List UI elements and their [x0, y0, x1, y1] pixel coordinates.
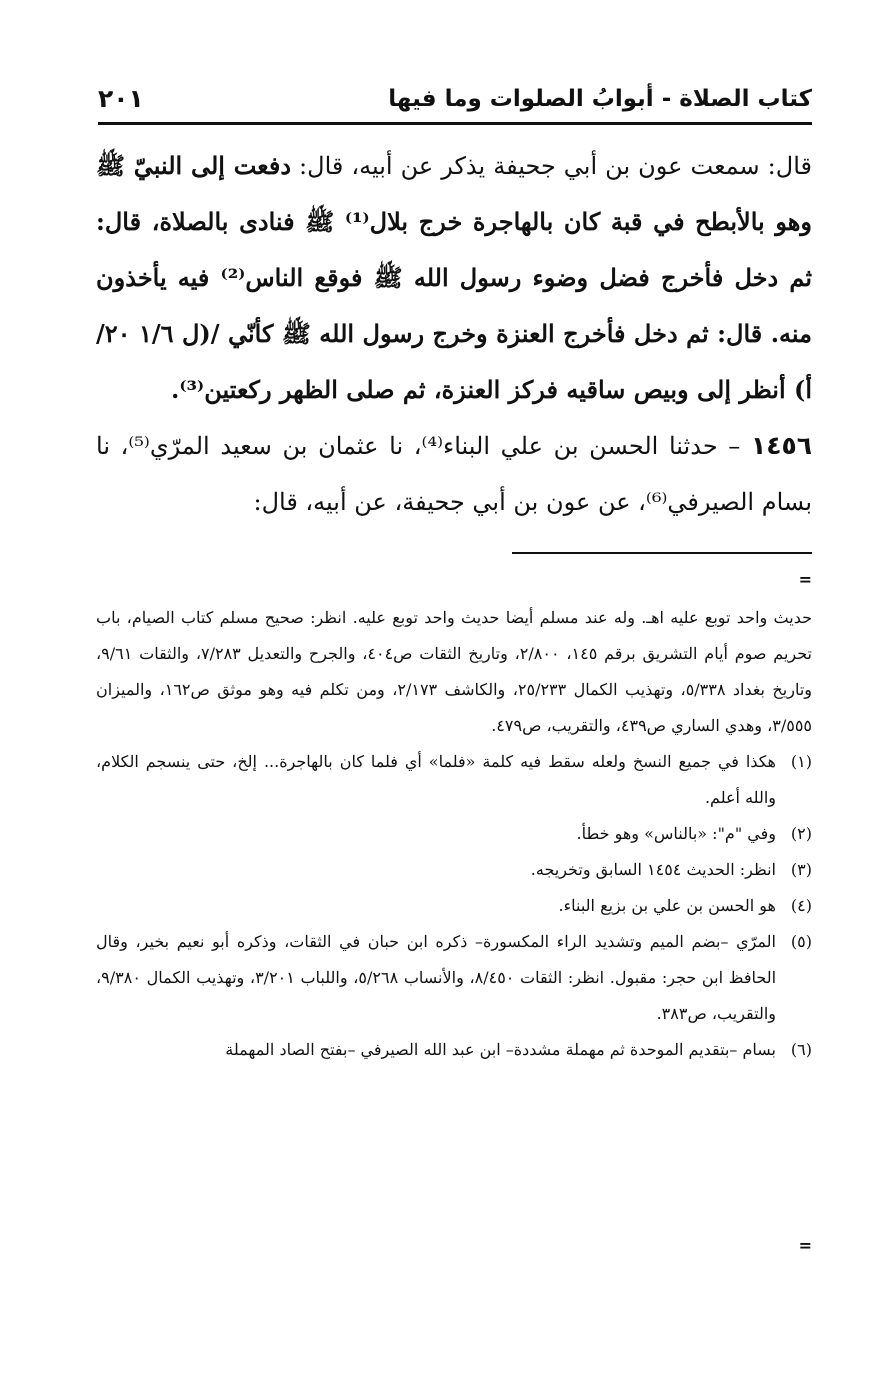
footnote-item	[96, 888, 812, 924]
page-number: ٢٠١	[98, 84, 144, 113]
continuation-mark-bottom: =	[798, 1236, 812, 1255]
narration-intro: قال: سمعت عون بن أبي جحيفة يذكر عن أبيه، قال:	[291, 152, 812, 180]
header-divider	[98, 122, 812, 125]
page-header	[98, 82, 812, 118]
footnote-number: (٢)	[790, 824, 812, 843]
footnote-number: (٣)	[790, 860, 812, 879]
footnote-item	[96, 924, 812, 1032]
footnote-number: (٥)	[790, 932, 812, 951]
hadith-number: ١٤٥٦	[750, 431, 813, 460]
footnote-text: هكذا في جميع النسخ ولعله سقط فيه كلمة «فلما» أي فلما كان بالهاجرة... إلخ، حتى ينسجم الكلام، والله أعلم.	[96, 752, 776, 807]
footnote-number: (٤)	[790, 896, 812, 915]
footnote-text: المرّي –بضم الميم وتشديد الراء المكسورة– ذكره ابن حبان في الثقات، وذكره أبو نعيم بخير، وقال الحافظ ابن حجر: مقبول. انظر: الثقات ٨/٤٥٠، والأنساب ٥/٢٦٨، واللباب ٣/٢٠١، وتهذيب الكمال ٩/٣٨٠، والتقريب، ص٣٨٣.	[96, 932, 777, 1023]
footnote-item	[96, 744, 812, 816]
footnote-number: (١)	[790, 752, 812, 771]
hadith-paragraph-1456	[96, 418, 812, 530]
footnote-item	[96, 1032, 812, 1068]
footnote-number: (٦)	[790, 1040, 812, 1059]
footnote-continuation: حديث واحد توبع عليه اهـ. وله عند مسلم أيضا حديث واحد توبع عليه. انظر: صحيح مسلم كتاب الصيام، باب تحريم صوم أيام التشريق برقم ١٤٥، ٢/٨٠٠، وتاريخ الثقات ص٤٠٤، والجرح والتعديل ٧/٢٨٣، والثقات ٩/٦١، وتاريخ بغداد ٥/٣٣٨، وتهذيب الكمال ٢٥/٢٣٣، والكاشف ٢/١٧٣، ومن تكلم فيه وهو موثق ص١٦٢، والميزان ٣/٥٥٥، وهدي الساري ص٤٣٩، والتقريب، ص٤٧٩.	[96, 608, 813, 735]
footnote-text: هو الحسن بن علي بن بزيع البناء.	[558, 896, 776, 915]
footnotes	[96, 600, 812, 1068]
footnote-text: انظر: الحديث ١٤٥٤ السابق وتخريجه.	[530, 860, 776, 879]
running-title: كتاب الصلاة - أبوابُ الصلوات وما فيها	[388, 86, 812, 112]
footnote-text: بسام –بتقديم الموحدة ثم مهملة مشددة– ابن عبد الله الصيرفي –بفتح الصاد المهملة	[225, 1040, 776, 1059]
footnote-item	[96, 816, 812, 852]
narration-body: دفعت إلى النبيّ ﷺ وهو بالأبطح في قبة كان بالهاجرة خرج بلال⁽¹⁾ ﷺ فنادى بالصلاة، قال: ثم دخل فأخرج فضل وضوء رسول الله ﷺ فوقع الناس⁽²⁾ فيه يأخذون منه. قال: ثم دخل فأخرج العنزة وخرج رسول الله ﷺ كأنّي /(ل ١/٦ ٢٠/أ) أنظر إلى وبيص ساقيه فركز العنزة، ثم صلى الظهر ركعتين⁽³⁾.	[96, 151, 813, 404]
footnote-item	[96, 852, 812, 888]
continuation-mark-top: =	[798, 570, 812, 589]
main-text	[96, 138, 812, 530]
footnote-text: وفي "م": «بالناس» وهو خطأ.	[576, 824, 776, 843]
isnad-text: – حدثنا الحسن بن علي البناء⁽⁴⁾، نا عثمان بن سعيد المرّي⁽⁵⁾، نا بسام الصيرفي⁽⁶⁾، عن عون بن أبي جحيفة، عن أبيه، قال:	[96, 432, 812, 516]
footnote-separator	[512, 552, 812, 554]
hadith-paragraph	[96, 138, 812, 418]
